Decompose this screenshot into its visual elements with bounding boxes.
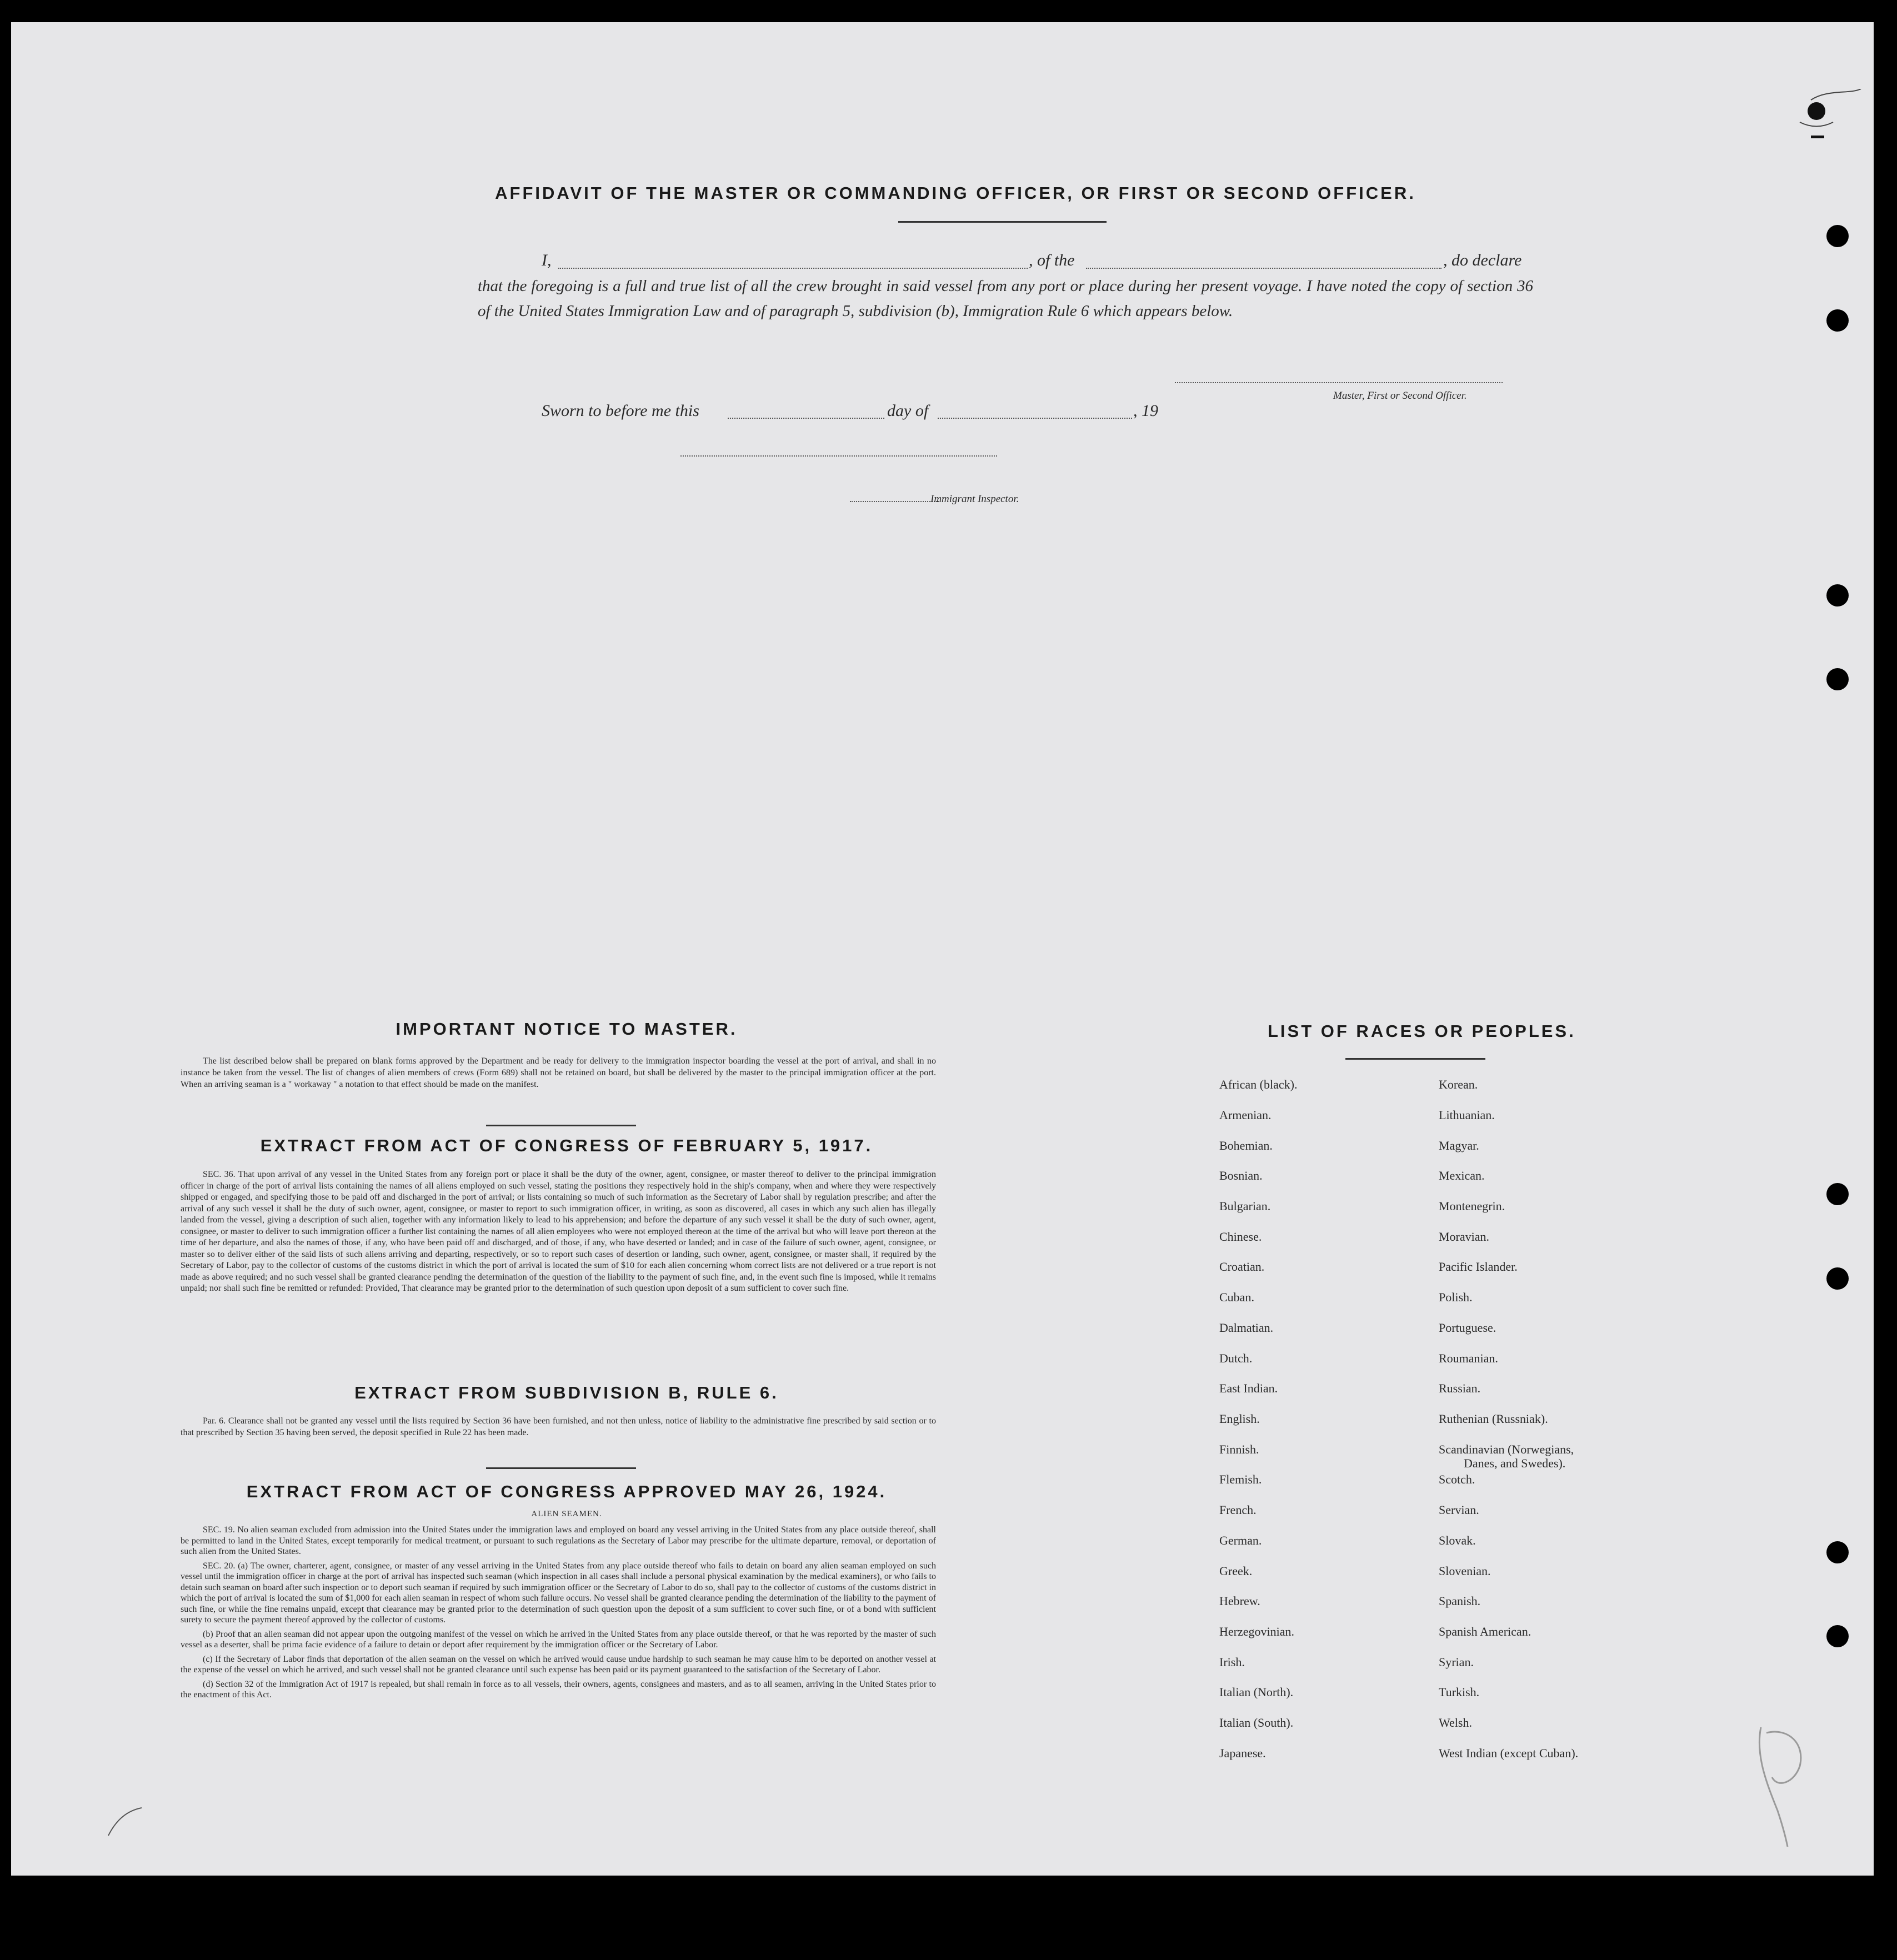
inspector-label: Immigrant Inspector. [930,493,1019,505]
race-item: Polish. [1439,1290,1473,1304]
race-item: Japanese. [1219,1746,1266,1760]
race-item: Portuguese. [1439,1321,1496,1335]
race-item: Bohemian. [1219,1139,1273,1152]
race-item: English. [1219,1412,1260,1426]
paper-tear-mark [1789,89,1872,156]
race-item: Welsh. [1439,1716,1472,1730]
race-item: Magyar. [1439,1139,1479,1152]
rule-6-text: Par. 6. Clearance shall not be granted any vessel until the lists required by Section 36 have been furnished, and not then unless, notice of liability to the administrative fine prescribed by said section or to that prescribed by Section 35 having been served, the deposit specified in Rule 22 has been made. [181,1416,936,1437]
race-item: Spanish. [1439,1594,1481,1608]
signature-label: Master, First or Second Officer. [1333,390,1467,402]
race-item: Danes, and Swedes). [1464,1456,1566,1470]
notice-title: IMPORTANT NOTICE TO MASTER. [396,1019,738,1039]
inspector-signature-line[interactable] [680,455,997,457]
inspector-name-line[interactable] [850,501,939,502]
rule-6-title: EXTRACT FROM SUBDIVISION B, RULE 6. [354,1383,779,1402]
year-label: , 19 [1133,402,1158,420]
section-36-text: SEC. 36. That upon arrival of any vessel in the United States from any foreign port or place it shall be the duty of the owner, agent, consignee, or master thereof to deliver to the principal immigration officer in charge of the port of arrival lists containing the names of all aliens employed on such vessel, stating the positions they respectively hold in the ship's company, when and where they were respectively shipped or engaged, and specifying those to be paid off and discharged in the port of arrival; or lists containing so much of such information as the Secretary of Labor shall by regulation prescribe; and after the arrival of any such vessel it shall be the duty of such owner, agent, consignee, or master to report to such immigration officer, in writing, as soon as discovered, all cases in which any such alien has illegally landed from the vessel, giving a description of such alien, together with any information likely to lead to his apprehension; and before the departure of any such vessel it shall be the duty of such owner, agent, consignee, or master to deliver to such immigration officer a further list containing the names of all alien employees who were not employed thereon at the time of the arrival but who will leave port thereon at the time of her departure, and also the names of those, if any, who have been paid off and discharged, and of those, if any, who have deserted or landed; and in case of the failure of such owner, agent, consignee, or master so to deliver either of the said lists of such aliens arriving and departing, respectively, or so to report such cases of desertion or landing, such owner, agent, consignee, or master shall, if required by the Secretary of Labor, pay to the collector of customs of the customs district in which the port of arrival is located the sum of $10 for each alien concerning whom correct lists are not delivered or a true report is not made as above required; and no such vessel shall be granted clearance pending the determination of the question of the liability to the payment of such fine, and, in the event such fine is imposed, while it remains unpaid; nor shall such fine be remitted or refunded: Provided, That clearance may be granted prior to the determination of such question upon deposit of a sum sufficient to cover such fine. [181,1170,936,1293]
race-item: Slovak. [1439,1533,1476,1547]
race-item: Croatian. [1219,1260,1265,1274]
notice-text: The list described below shall be prepared on blank forms approved by the Department and be ready for delivery to the immigration inspector boarding the vessel at the port of arrival, and shall in no instance be taken from the vessel. The list of changes of alien members of crews (Form 689) shall not be retained on board, but shall be delivered by the master to the principal immigration officer at the port. When an arriving seaman is a " workaway " a notation to that effect should be made on the manifest. [181,1056,936,1089]
race-item: Montenegrin. [1439,1199,1505,1213]
do-declare-label: , do declare [1443,251,1522,269]
section-20c-text: (c) If the Secretary of Labor finds that deportation of the alien seaman on the vessel on which he arrived would cause undue hardship to such seaman he may cause him to be deported on another vessel at the expense of the vessel on which he arrived, and such vessel shall not be granted clearance until such expense has been paid or its payment guaranteed to the satisfaction of the Secretary of Labor. [181,1654,936,1675]
race-item: Russian. [1439,1381,1481,1395]
sworn-day-line[interactable] [728,418,884,419]
race-item: Herzegovinian. [1219,1625,1294,1638]
race-item: Italian (North). [1219,1685,1294,1699]
pen-mark [106,1805,144,1838]
race-item: Spanish American. [1439,1625,1531,1638]
handwritten-mark [1744,1716,1822,1849]
vessel-line[interactable] [1086,268,1441,269]
name-line[interactable] [558,268,1028,269]
punch-hole [1826,225,1849,247]
alien-seamen-subtitle: ALIEN SEAMEN. [531,1510,602,1518]
races-title: LIST OF RACES OR PEOPLES. [1268,1021,1576,1041]
punch-hole [1826,309,1849,332]
race-item: Italian (South). [1219,1716,1294,1730]
section-20d-text: (d) Section 32 of the Immigration Act of 1917 is repealed, but shall remain in force as to all vessels, their owners, agents, consignees and masters, and as to all seamen, arriving in the United States prior to the enactment of this Act. [181,1679,936,1700]
race-item: Pacific Islander. [1439,1260,1518,1274]
affidavit-title: AFFIDAVIT OF THE MASTER OR COMMANDING OFFICER, OR FIRST OR SECOND OFFICER. [495,183,1416,203]
race-item: Greek. [1219,1564,1253,1578]
race-item: Servian. [1439,1503,1479,1517]
extract-1924-text [181,1525,936,1704]
race-item: Ruthenian (Russniak). [1439,1412,1548,1426]
punch-hole [1826,1541,1849,1563]
signature-line[interactable] [1175,382,1503,383]
of-the-label: , of the [1029,251,1075,269]
divider [898,221,1107,223]
document-page [11,22,1874,1876]
race-item: East Indian. [1219,1381,1278,1395]
punch-hole [1826,1625,1849,1647]
race-item: Armenian. [1219,1108,1272,1122]
race-item: Flemish. [1219,1472,1262,1486]
race-item: Korean. [1439,1077,1478,1091]
race-item: Chinese. [1219,1230,1262,1244]
race-item: Lithuanian. [1439,1108,1495,1122]
divider [486,1125,636,1126]
section-19-text: SEC. 19. No alien seaman excluded from admission into the United States under the immigration laws and employed on board any vessel arriving in the United States from any place outside thereof, shall be permitted to land in the United States, except temporarily for medical treatment, or pursuant to such regulations as the Secretary of Labor may prescribe for the ultimate departure, removal, or deportation of such alien from the United States. [181,1525,936,1556]
race-item: French. [1219,1503,1257,1517]
race-item: Syrian. [1439,1655,1474,1669]
sworn-month-line[interactable] [938,418,1132,419]
race-item: Irish. [1219,1655,1245,1669]
race-item: Scotch. [1439,1472,1475,1486]
affidavit-i-label: I, [542,251,552,269]
race-item: Cuban. [1219,1290,1254,1304]
race-item: Bosnian. [1219,1169,1263,1182]
day-of-label: day of [887,402,929,420]
punch-hole [1826,668,1849,690]
race-item: Hebrew. [1219,1594,1260,1608]
divider [486,1467,636,1469]
section-20b-text: (b) Proof that an alien seaman did not appear upon the outgoing manifest of the vessel on which he arrived in the United States from any place outside thereof, or that he was reported by the master of such vessel as a deserter, shall be prima facie evidence of a failure to detain or deport after requirement by the immigration officer or the Secretary of Labor. [181,1629,936,1650]
divider [1345,1058,1485,1060]
race-item: Mexican. [1439,1169,1485,1182]
race-item: African (black). [1219,1077,1298,1091]
race-item: West Indian (except Cuban). [1439,1746,1579,1760]
punch-hole [1826,584,1849,606]
race-item: Scandinavian (Norwegians, [1439,1442,1574,1456]
race-item: German. [1219,1533,1262,1547]
race-item: Dalmatian. [1219,1321,1274,1335]
section-20a-text: SEC. 20. (a) The owner, charterer, agent, consignee, or master of any vessel arriving in the United States from any place outside thereof who fails to detain on board any alien seaman employed on such vessel until the immigration officer in charge at the port of arrival has inspected such seaman (which inspection in all cases shall include a personal physical examination by the medical examiners), or who fails to detain such seaman on board after such inspection or to deport such seaman if required by such immigration officer or the Secretary of Labor to do so, shall pay to the collector of customs of the customs district in which the port of arrival is located the sum of $1,000 for each alien seaman in respect of whom such failure occurs. No vessel shall be granted clearance pending the determination of the liability to the payment of such fine, or while the fine remains unpaid, except that clearance may be granted prior to the determination of such question upon the deposit of a sum sufficient to cover such fine, or of a bond with sufficient surety to secure the payment thereof approved by the collector of customs. [181,1561,936,1625]
extract-1924-title: EXTRACT FROM ACT OF CONGRESS APPROVED MAY 26, 1924. [246,1482,887,1501]
race-item: Bulgarian. [1219,1199,1271,1213]
race-item: Slovenian. [1439,1564,1491,1578]
affidavit-text: that the foregoing is a full and true list of all the crew brought in said vessel from any port or place during her present voyage. I have noted the copy of section 36 of the United States Immigration Law and of paragraph 5, subdivision (b), Immigration Rule 6 which appears below. [478,277,1533,320]
race-item: Roumanian. [1439,1351,1498,1365]
race-item: Turkish. [1439,1685,1480,1699]
extract-1917-title: EXTRACT FROM ACT OF CONGRESS OF FEBRUARY 5, 1917. [260,1136,873,1155]
punch-hole [1826,1183,1849,1205]
race-item: Dutch. [1219,1351,1253,1365]
sworn-label: Sworn to before me this [542,402,699,420]
punch-hole [1826,1267,1849,1290]
race-item: Moravian. [1439,1230,1490,1244]
race-item: Finnish. [1219,1442,1259,1456]
